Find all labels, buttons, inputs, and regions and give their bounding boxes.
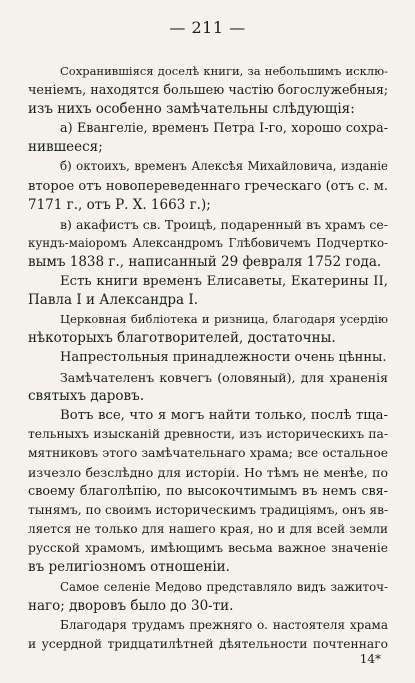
text-line: Церковная библіотека и ризница, благодаря усердію: [60, 312, 388, 327]
text-line: а) Евангеліе, временъ Петра I-го, хорошо сохра-: [60, 121, 388, 137]
text-line: и усердной тридцатилѣтней дѣятельности почтеннаго: [28, 636, 388, 651]
text-line: Сохранившіяся доселѣ книги, за небольшимъ исклю-: [60, 64, 388, 78]
text-line: 7171 г., отъ Р. Х. 1663 г.);: [28, 196, 211, 213]
text-line: наго; дворовъ было до 30-ти.: [28, 597, 234, 614]
text-line: своему благолѣпію, по высокочтимымъ въ немъ свя-: [28, 484, 388, 500]
text-line: тельныхъ изысканій древности, изъ историческихъ па-: [28, 426, 388, 441]
body-text: [28, 62, 388, 654]
text-line: нившееся;: [28, 139, 103, 156]
text-line: вымъ 1838 г., написанный 29 февраля 1752 года.: [28, 253, 382, 270]
page-number: — 211 —: [169, 18, 246, 37]
text-line: в) акафистъ св. Троицѣ, подаренный въ храмъ се-: [60, 216, 388, 232]
text-line: русской храмомъ, имѣющимъ весьма важное значеніе: [28, 541, 388, 556]
text-line: ченіемъ, находятся большею частію богослужебныя;: [28, 83, 388, 99]
text-line: нѣкоторыхъ благотворителей, достаточны.: [28, 330, 336, 347]
text-line: второе отъ новопереведеннаго греческаго (отъ с. м.: [28, 178, 388, 194]
text-line: въ религіозномъ отношеніи.: [28, 559, 230, 576]
text-line: кундъ-маіоромъ Александромъ Глѣбовичемъ Подчертко-: [28, 235, 388, 250]
text-line: изчезло безслѣдно для исторіи. Но тѣмъ не менѣе, по: [28, 464, 388, 480]
text-line: Напрестольныя принадлежности очень цѣнны.: [60, 350, 387, 366]
text-line: Павла I и Александра I.: [28, 292, 199, 309]
text-line: святыхъ даровъ.: [28, 387, 144, 404]
text-line: ляется не только для нашего края, но и для всей земли: [28, 522, 388, 537]
text-line: Замѣчателенъ ковчегъ (оловяный), для храненія: [60, 369, 388, 385]
text-line: б) октоихъ, временъ Алексѣя Михайловича, изданіе: [60, 159, 388, 174]
text-line: тынямъ, по своимъ историческимъ традиціямъ, онъ яв-: [28, 503, 388, 518]
text-line: изъ нихъ особенно замѣчательны слѣдующія:: [28, 101, 355, 118]
text-line: мятниковъ этого замѣчательнаго храма; все остальное: [28, 445, 388, 460]
text-line: Благодаря трудамъ прежняго о. настоятеля храма: [60, 617, 388, 632]
signature-mark: 14*: [359, 652, 381, 666]
text-line: Самое селеніе Медово представляло видъ зажиточ-: [60, 579, 388, 594]
text-line: Вотъ все, что я могъ найти только, послѣ тща-: [60, 407, 388, 423]
text-line: Есть книги временъ Елисаветы, Екатерины II,: [60, 274, 388, 290]
